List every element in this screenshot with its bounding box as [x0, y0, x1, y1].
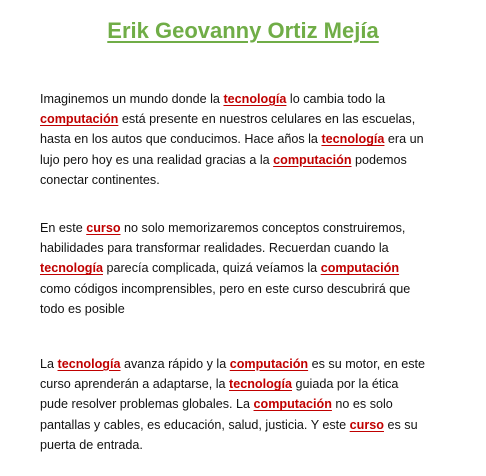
- text-run: lo cambia todo la: [286, 92, 386, 106]
- keyword-highlight: computación: [320, 261, 400, 276]
- text-line: [40, 89, 480, 109]
- text-line: [40, 415, 480, 435]
- text-run: todo es posible: [40, 301, 125, 316]
- text-run: curso aprenderán a adaptarse, la: [40, 377, 230, 392]
- keyword-highlight: tecnología: [40, 261, 103, 276]
- text-run: conectar continentes.: [40, 172, 160, 187]
- document-title: Erik Geovanny Ortiz Mejía: [107, 18, 379, 43]
- text-run: En este: [40, 221, 87, 235]
- text-line: [40, 258, 480, 278]
- keyword-highlight: computación: [273, 152, 352, 167]
- text-run: como códigos incomprensibles, pero en este curso descubrirá que: [40, 281, 411, 296]
- text-line: [40, 354, 480, 374]
- text-run: habilidades para transformar realidades. Recuerdan cuando la: [40, 241, 389, 256]
- text-run: lujo pero hoy es una realidad gracias a la: [40, 152, 274, 167]
- paragraph-2: [40, 218, 480, 319]
- paragraph-1: [40, 89, 480, 190]
- text-run: La: [40, 357, 58, 371]
- text-run: Imaginemos un mundo donde la: [40, 92, 224, 106]
- text-run: guiada por la ética: [292, 377, 399, 392]
- keyword-highlight: tecnología: [223, 92, 287, 106]
- text-run: no es solo: [331, 397, 393, 412]
- text-run: avanza rápido y la: [120, 357, 230, 371]
- keyword-highlight: tecnología: [321, 132, 385, 147]
- text-line: [40, 435, 480, 455]
- text-run: no solo memorizaremos conceptos construiremos,: [120, 221, 406, 235]
- text-line: [40, 109, 480, 129]
- keyword-highlight: tecnología: [229, 377, 293, 392]
- text-run: pantallas y cables, es educación, salud, justicia. Y este: [40, 417, 350, 432]
- text-line: [40, 170, 480, 190]
- keyword-highlight: tecnología: [57, 357, 121, 371]
- text-line: [40, 218, 480, 238]
- text-line: [40, 150, 480, 170]
- text-line: [40, 394, 480, 414]
- keyword-highlight: curso: [349, 417, 384, 432]
- text-line: [40, 129, 480, 149]
- paragraph-3: [40, 354, 480, 455]
- keyword-highlight: curso: [86, 221, 121, 235]
- keyword-highlight: computación: [40, 112, 119, 127]
- text-line: [40, 374, 480, 394]
- text-run: pude resolver problemas globales. La: [40, 397, 254, 412]
- text-line: [40, 299, 480, 319]
- text-run: puerta de entrada.: [40, 437, 143, 452]
- text-run: es su: [383, 417, 418, 432]
- text-run: era un: [384, 132, 424, 147]
- text-line: [40, 238, 480, 258]
- text-run: es su motor, en este: [308, 357, 425, 371]
- keyword-highlight: computación: [229, 357, 309, 371]
- text-run: podemos: [351, 152, 407, 167]
- text-run: hasta en los autos que conducimos. Hace años la: [40, 132, 322, 147]
- text-run: parecía complicada, quizá veíamos la: [102, 261, 321, 276]
- text-line: [40, 279, 480, 299]
- text-run: está presente en nuestros celulares en las escuelas,: [118, 112, 416, 127]
- keyword-highlight: computación: [253, 397, 332, 412]
